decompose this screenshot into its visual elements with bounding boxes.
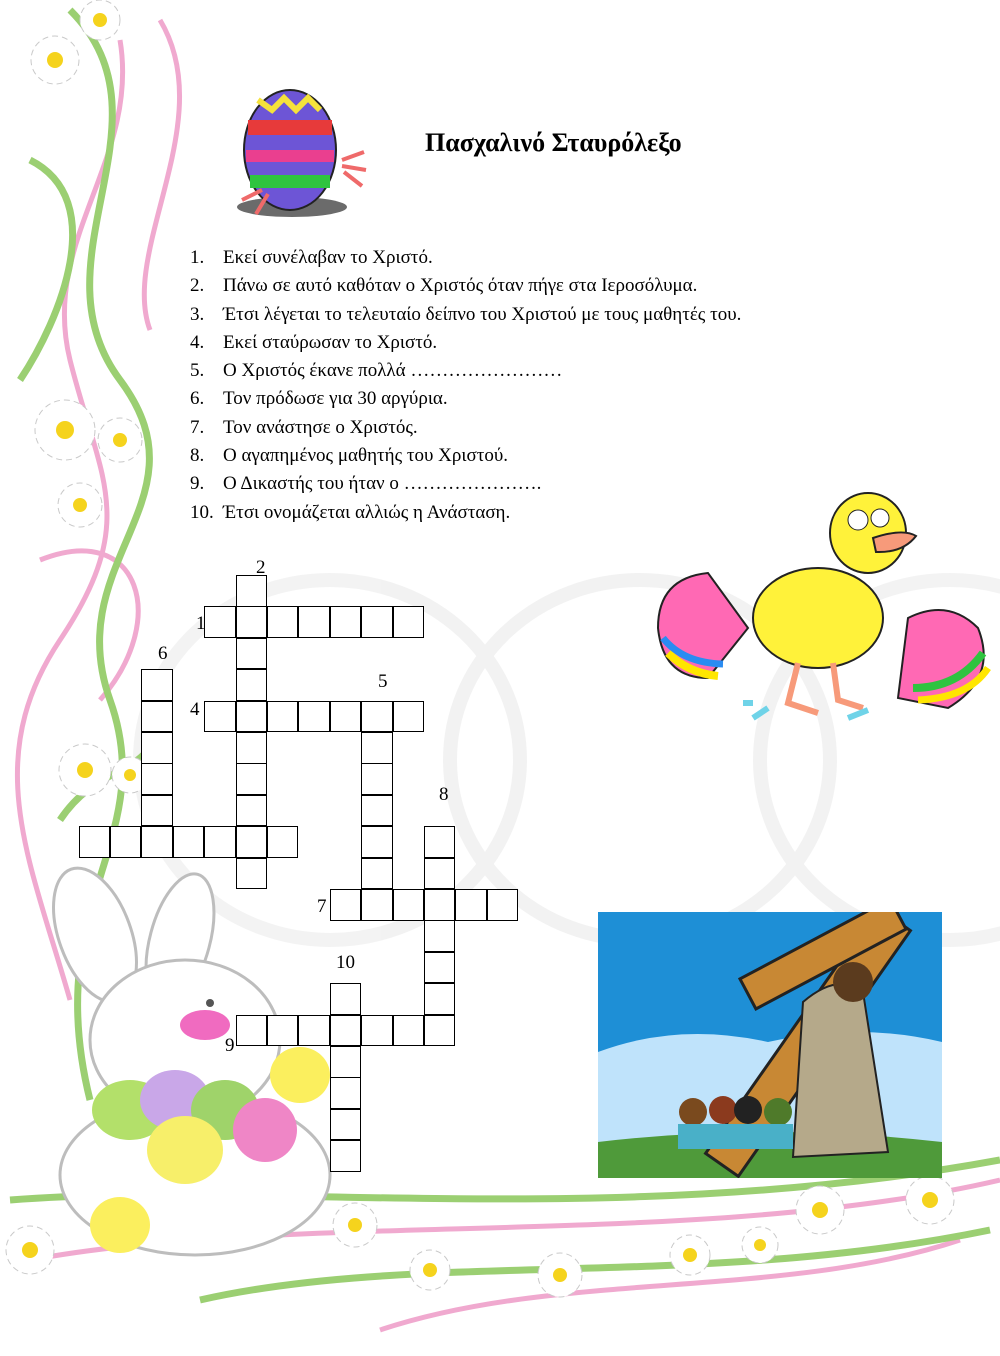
clue-text: Έτσι ονομάζεται αλλιώς η Ανάσταση. — [223, 501, 511, 523]
grid-number-1: 1 — [196, 613, 206, 634]
crossword-cell[interactable] — [236, 701, 268, 733]
crossword-cell[interactable] — [361, 606, 393, 638]
clue-text: Εκεί σταύρωσαν το Χριστό. — [223, 331, 438, 353]
clue-number: 9. — [190, 473, 205, 495]
easter-egg-icon — [232, 80, 372, 220]
crossword-cell[interactable] — [393, 606, 425, 638]
crossword-cell[interactable] — [267, 1015, 299, 1047]
crossword-cell[interactable] — [361, 763, 393, 795]
jesus-carrying-cross-icon — [598, 912, 942, 1178]
crossword-cell[interactable] — [236, 732, 268, 764]
crossword-cell[interactable] — [455, 889, 487, 921]
crossword-cell[interactable] — [424, 889, 456, 921]
crossword-cell[interactable] — [236, 638, 268, 670]
crossword-cell[interactable] — [424, 1015, 456, 1047]
crossword-cell[interactable] — [330, 606, 362, 638]
crossword-cell[interactable] — [204, 701, 236, 733]
clue-text: Τον ανάστησε ο Χριστός. — [223, 416, 418, 438]
clue-number: 4. — [190, 331, 205, 353]
crossword-cell[interactable] — [236, 606, 268, 638]
crossword-cell[interactable] — [298, 1015, 330, 1047]
crossword-cell[interactable] — [236, 763, 268, 795]
crossword-cell[interactable] — [236, 669, 268, 701]
crossword-cell[interactable] — [79, 826, 111, 858]
crossword-cell[interactable] — [361, 889, 393, 921]
crossword-cell[interactable] — [236, 795, 268, 827]
crossword-cell[interactable] — [141, 669, 173, 701]
crossword-cell[interactable] — [141, 795, 173, 827]
clue-number: 7. — [190, 416, 205, 438]
crossword-cell[interactable] — [141, 826, 173, 858]
clue-text: Ο Δικαστής του ήταν ο …………………. — [223, 473, 542, 495]
crossword-cell[interactable] — [361, 826, 393, 858]
crossword-cell[interactable] — [424, 952, 456, 984]
crossword-cell[interactable] — [173, 826, 205, 858]
clue-number: 6. — [190, 388, 205, 410]
crossword-cell[interactable] — [361, 795, 393, 827]
clue-item — [190, 244, 741, 272]
clue-number: 2. — [190, 275, 205, 297]
crossword-cell[interactable] — [361, 1015, 393, 1047]
crossword-cell[interactable] — [330, 1140, 362, 1172]
crossword-cell[interactable] — [361, 701, 393, 733]
clue-item — [190, 301, 741, 329]
grid-number-6: 6 — [158, 643, 168, 664]
crossword-cell[interactable] — [330, 983, 362, 1015]
crossword-cell[interactable] — [393, 889, 425, 921]
clue-item — [190, 272, 741, 300]
grid-number-5: 5 — [378, 671, 388, 692]
crossword-cell[interactable] — [141, 701, 173, 733]
crossword-cell[interactable] — [141, 732, 173, 764]
grid-number-10: 10 — [336, 952, 355, 973]
grid-number-8: 8 — [439, 784, 449, 805]
crossword-cell[interactable] — [110, 826, 142, 858]
crossword-cell[interactable] — [204, 826, 236, 858]
clue-text: Ο Χριστός έκανε πολλά …………………… — [223, 360, 563, 382]
crossword-cell[interactable] — [330, 1077, 362, 1109]
crossword-cell[interactable] — [267, 826, 299, 858]
crossword-cell[interactable] — [330, 1109, 362, 1141]
clue-item — [190, 357, 741, 385]
clue-text: Πάνω σε αυτό καθόταν ο Χριστός όταν πήγε στα Ιεροσόλυμα. — [223, 275, 698, 297]
crossword-cell[interactable] — [361, 732, 393, 764]
grid-number-7: 7 — [317, 896, 327, 917]
grid-number-4: 4 — [190, 699, 200, 720]
crossword-cell[interactable] — [330, 1046, 362, 1078]
crossword-cell[interactable] — [330, 889, 362, 921]
clue-item — [190, 329, 741, 357]
clue-item — [190, 442, 741, 470]
crossword-cell[interactable] — [141, 763, 173, 795]
chick-icon — [90, 1197, 150, 1253]
clue-text: Τον πρόδωσε για 30 αργύρια. — [223, 388, 448, 410]
crossword-cell[interactable] — [236, 575, 268, 607]
crossword-cell[interactable] — [424, 983, 456, 1015]
clue-number: 1. — [190, 247, 205, 268]
crossword-cell[interactable] — [424, 920, 456, 952]
crossword-cell[interactable] — [298, 606, 330, 638]
clue-item — [190, 385, 741, 413]
crossword-cell[interactable] — [298, 701, 330, 733]
grid-number-2: 2 — [256, 557, 266, 578]
crossword-cell[interactable] — [236, 826, 268, 858]
crossword-cell[interactable] — [393, 1015, 425, 1047]
clue-number: 8. — [190, 445, 205, 467]
crossword-cell[interactable] — [393, 701, 425, 733]
crossword-cell[interactable] — [487, 889, 519, 921]
crossword-cell[interactable] — [424, 826, 456, 858]
crossword-cell[interactable] — [330, 701, 362, 733]
crossword-cell[interactable] — [424, 858, 456, 890]
clue-text: Έτσι λέγεται το τελευταίο δείπνο του Χριστού με τους μαθητές του. — [223, 303, 742, 325]
crossword-cell[interactable] — [204, 606, 236, 638]
page-title: Πασχαλινό Σταυρόλεξο — [425, 128, 682, 157]
clue-text: Εκεί συνέλαβαν το Χριστό. — [223, 247, 433, 268]
crossword-cell[interactable] — [330, 1015, 362, 1047]
chick-icon — [270, 1047, 330, 1103]
grid-number-9: 9 — [225, 1035, 235, 1056]
crossword-cell[interactable] — [267, 606, 299, 638]
crossword-cell[interactable] — [236, 858, 268, 890]
crossword-cell[interactable] — [361, 858, 393, 890]
duck-in-eggshell-icon — [648, 478, 998, 728]
clue-number: 3. — [190, 303, 205, 325]
clue-number: 10. — [190, 501, 214, 523]
clue-number: 5. — [190, 360, 205, 382]
crossword-cell[interactable] — [236, 1015, 268, 1047]
clue-item — [190, 414, 741, 442]
clue-text: Ο αγαπημένος μαθητής του Χριστού. — [223, 445, 508, 467]
crossword-cell[interactable] — [267, 701, 299, 733]
